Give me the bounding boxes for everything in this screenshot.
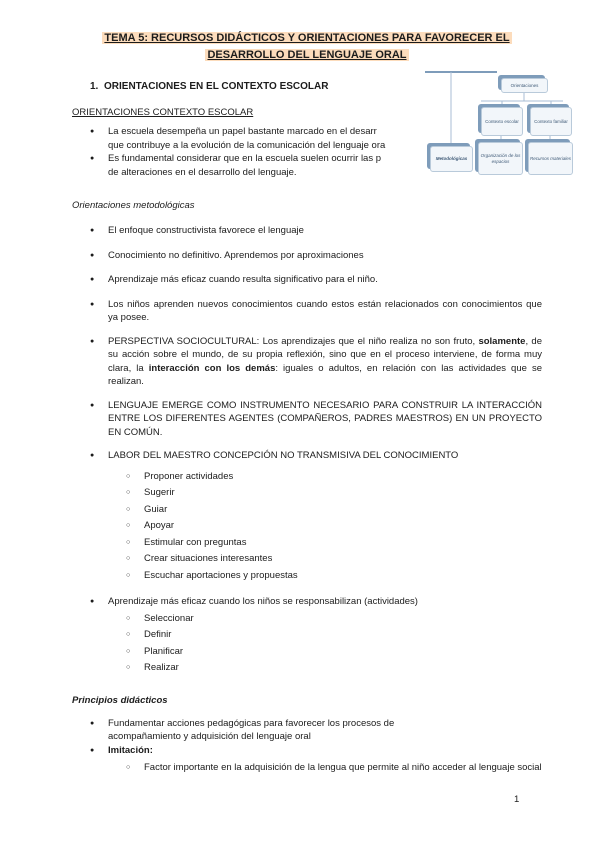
sub-bullet-factor-importante: ○ Factor importante en la adquisición de la lengua que permite al niño acceder al lenguaje social xyxy=(126,760,542,777)
bullet-fundamental-line1: Es fundamental considerar que en la escuela suelen ocurrir las p xyxy=(108,153,382,164)
sub-bullet-estimular: ○ Estimular con preguntas xyxy=(126,536,542,551)
sub-bullet-marker xyxy=(126,661,144,676)
bullet-ninos-aprenden: ● Los niños aprenden nuevos conocimientos cuando estos están relacionados con conocimientos que ya posee. xyxy=(90,298,542,325)
bold-interaccion: interacción con los demás xyxy=(148,362,276,374)
bullet-enfoque: ● El enfoque constructivista favorece el lenguaje xyxy=(90,224,542,239)
bold-solamente: solamente xyxy=(478,335,526,347)
bullet-marker xyxy=(90,744,108,759)
heading-text: ORIENTACIONES EN EL CONTEXTO ESCOLAR xyxy=(104,81,329,92)
subheading-orientaciones-metodologicas: Orientaciones metodológicas xyxy=(72,200,195,211)
sub-bullet-seleccionar: ○ Seleccionar xyxy=(126,612,542,627)
sub-bullet-escuchar: ○ Escuchar aportaciones y propuestas xyxy=(126,569,542,584)
subheading-principios-didacticos: Principios didácticos xyxy=(72,694,168,706)
bullet-responsabilizan: ● Aprendizaje más eficaz cuando los niños se responsabilizan (actividades) xyxy=(90,595,542,610)
title-line-1: TEMA 5: RECURSOS DIDÁCTICOS Y ORIENTACIONES PARA FAVORECER EL xyxy=(104,32,510,44)
bullet-marker xyxy=(90,399,108,440)
bullet-marker xyxy=(90,595,108,610)
sub-bullet-marker xyxy=(126,645,144,660)
sub-bullet-marker xyxy=(126,503,144,518)
sub-bullet-apoyar: ○ Apoyar xyxy=(126,519,542,534)
bullet-marker xyxy=(90,249,108,264)
sub-bullet-marker xyxy=(126,536,144,551)
bullet-marker xyxy=(90,298,108,325)
sub-bullet-marker xyxy=(126,552,144,567)
bullet-marker xyxy=(90,449,108,464)
bullet-imitacion: ● Imitación: xyxy=(90,744,542,759)
heading-number: 1. xyxy=(90,81,99,92)
subheading-orientaciones-contexto-escolar: ORIENTACIONES CONTEXTO ESCOLAR xyxy=(72,107,254,118)
sub-bullet-crear: ○ Crear situaciones interesantes xyxy=(126,552,542,567)
sub-bullet-definir: ○ Definir xyxy=(126,628,542,643)
bullet-labor-maestro: ● LABOR DEL MAESTRO CONCEPCIÓN NO TRANSMISIVA DEL CONOCIMIENTO xyxy=(90,449,542,464)
bullet-marker xyxy=(90,717,108,744)
sub-bullet-realizar: ○ Realizar xyxy=(126,661,542,676)
document-title xyxy=(72,30,542,64)
bullet-fundamentar-line1: Fundamentar acciones pedagógicas para favorecer los procesos de xyxy=(108,717,395,729)
sub-bullet-guiar: ○ Guiar xyxy=(126,503,542,518)
bullet-fundamentar xyxy=(90,717,542,744)
bullet-aprendizaje-eficaz: ● Aprendizaje más eficaz cuando resulta significativo para el niño. xyxy=(90,273,542,288)
org-chart xyxy=(425,65,585,180)
page-number: 1 xyxy=(514,794,520,805)
sub-bullet-marker xyxy=(126,569,144,584)
sub-bullet-marker xyxy=(126,486,144,501)
bullet-marker xyxy=(90,152,108,179)
sub-bullet-marker xyxy=(126,470,144,485)
bullet-marker xyxy=(90,273,108,288)
bullet-fundamental-line2: de alteraciones en el desarrollo del lenguaje. xyxy=(108,166,297,178)
sub-bullet-marker xyxy=(126,760,144,777)
org-box-recursos: Recursos materiales xyxy=(528,142,573,175)
sub-bullet-planificar: ○ Planificar xyxy=(126,645,542,660)
bullet-marker xyxy=(90,224,108,239)
bullet-fundamentar-line2: acompañamiento y adquisición del lenguaje oral xyxy=(108,731,311,742)
sub-bullet-marker xyxy=(126,519,144,534)
title-line-2: DESARROLLO DEL LENGUAJE ORAL xyxy=(207,49,407,61)
bullet-escuela-line2: que contribuye a la evolución de la comunicación del lenguaje ora xyxy=(108,139,386,151)
org-box-top: Orientaciones xyxy=(501,78,548,93)
sub-bullet-sugerir: ○ Sugerir xyxy=(126,486,542,501)
sub-bullet-marker xyxy=(126,612,144,627)
bullet-marker xyxy=(90,125,108,152)
sub-bullet-marker xyxy=(126,628,144,643)
bullet-escuela-line1: La escuela desempeña un papel bastante marcado en el desarr xyxy=(108,126,377,137)
org-box-contexto-escolar: Contexto escolar xyxy=(481,107,523,136)
org-box-metodologicas: Metodológicas xyxy=(430,146,473,172)
sub-bullet-proponer: ○ Proponer actividades xyxy=(126,470,542,485)
bullet-perspectiva-sociocultural: ● PERSPECTIVA SOCIOCULTURAL: Los aprendizajes que el niño realiza no son fruto, solamente, de su acción sobre el mundo, de su propia reflexión, sino que en el proceso interviene, de forma muy clara, la interacción con los demás: iguales o adultos, en relación con las actividades que se realizan. xyxy=(90,335,542,389)
bullet-conocimiento: ● Conocimiento no definitivo. Aprendemos por aproximaciones xyxy=(90,249,542,264)
bullet-marker xyxy=(90,335,108,389)
bullet-lenguaje-emerge: ● LENGUAJE EMERGE COMO INSTRUMENTO NECESARIO PARA CONSTRUIR LA INTERACCIÓN ENTRE LOS DIFERENTES AGENTES (COMPAÑEROS, PADRES MAESTROS) EN UN PROYECTO EN COMÚN. xyxy=(90,399,542,440)
org-box-contexto-familiar: Contexto familiar xyxy=(530,107,572,136)
org-box-organizacion: Organización de los espacios xyxy=(478,142,523,175)
